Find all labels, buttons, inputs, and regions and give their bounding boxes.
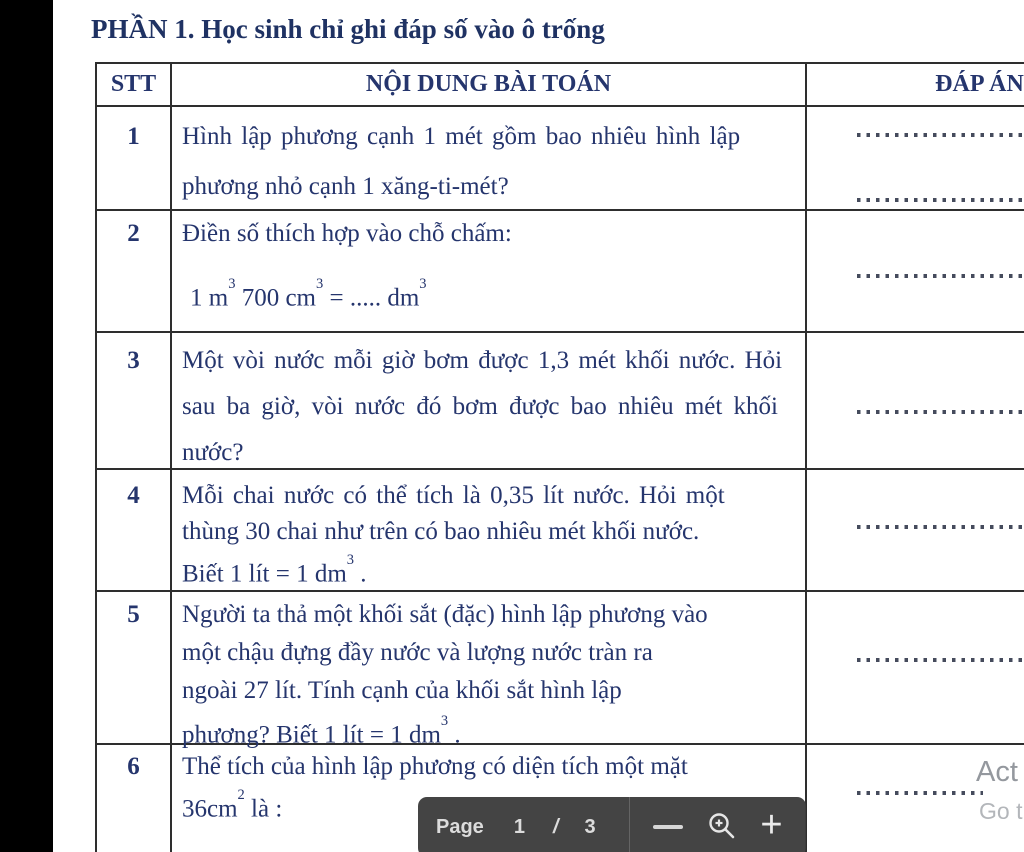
answer-cell [807,333,1024,468]
page-separator: / [552,815,559,838]
answer-dotted-line [857,410,1024,414]
question-line: Một vòi nước mỗi giờ bơm được 1,3 mét khối nước. Hỏi [182,347,783,374]
answer-dotted-line [857,525,1024,529]
magnifier-plus-icon [707,811,737,844]
answer-dotted-line [857,658,1024,662]
question-line: Hình lập phương cạnh 1 mét gồm bao nhiêu hình lập [182,123,741,150]
activate-windows-watermark: Act [976,756,1018,788]
row-number: 5 [127,601,140,628]
answer-cell [807,470,1024,590]
answer-dotted-line [857,198,1024,202]
question-line: phương nhỏ cạnh 1 xăng-ti-mét? [182,173,509,200]
question-line: Điền số thích hợp vào chỗ chấm: [182,220,512,247]
row-number: 6 [127,753,140,780]
question-line: Thể tích của hình lập phương có diện tích một mặt [182,753,688,780]
zoom-tool-button[interactable] [707,811,737,844]
row-number: 2 [127,220,140,247]
zoom-controls [630,797,806,852]
answer-dotted-line [857,791,983,795]
table-row [97,107,1024,211]
table-row [97,333,1024,470]
header-stt: STT [97,64,172,105]
question-line: Mỗi chai nước có thể tích là 0,35 lít nước. Hỏi một [182,482,725,509]
answer-cell [807,592,1024,743]
current-page-field[interactable]: 1 [513,815,525,838]
page-label: Page [436,815,484,838]
question-line: nước? [182,439,244,466]
answer-dotted-line [857,133,1024,137]
question-line: phương? Biết 1 lít = 1 $dm^3$ . [182,713,461,749]
minus-icon [653,825,683,829]
header-content: NỘI DUNG BÀI TOÁN [172,64,807,105]
table-row [97,592,1024,749]
question-line: thùng 30 chai như trên có bao nhiêu mét khối nước. [182,518,700,545]
zoom-in-button[interactable] [760,804,783,846]
question-formula: 1 $m^3$ 700 $cm^3$ = ..... $dm^3$ [190,276,427,312]
question-line: ngoài 27 lít. Tính cạnh của khối sắt hình lập [182,677,622,704]
question-line: $36cm^2$ là : [182,787,283,823]
row-number: 4 [127,482,140,509]
header-answer: ĐÁP ÁN [935,71,1024,97]
left-black-strip [0,0,53,852]
question-line: sau ba giờ, vòi nước đó bơm được bao nhiêu mét khối [182,393,779,420]
page-indicator [418,797,630,852]
page-toolbar [418,797,806,852]
question-line: Biết 1 lít = 1 $dm^3$ . [182,552,367,588]
answer-cell [807,107,1024,209]
answer-cell [807,211,1024,331]
table-row [97,211,1024,333]
page-title: PHẦN 1. Học sinh chỉ ghi đáp số vào ô trống [91,14,605,44]
questions-table [95,62,1024,852]
row-number: 3 [127,347,140,374]
answer-dotted-line [857,274,1024,278]
plus-icon: + [760,804,783,846]
table-row [97,470,1024,592]
row-number: 1 [127,123,140,150]
question-line: Người ta thả một khối sắt (đặc) hình lập phương vào [182,601,708,628]
activate-windows-watermark-subtext: Go t [979,798,1023,824]
zoom-out-button[interactable] [653,825,683,829]
total-pages: 3 [584,815,596,838]
question-line: một chậu đựng đầy nước và lượng nước tràn ra [182,639,653,666]
table-header-row [97,64,1024,107]
